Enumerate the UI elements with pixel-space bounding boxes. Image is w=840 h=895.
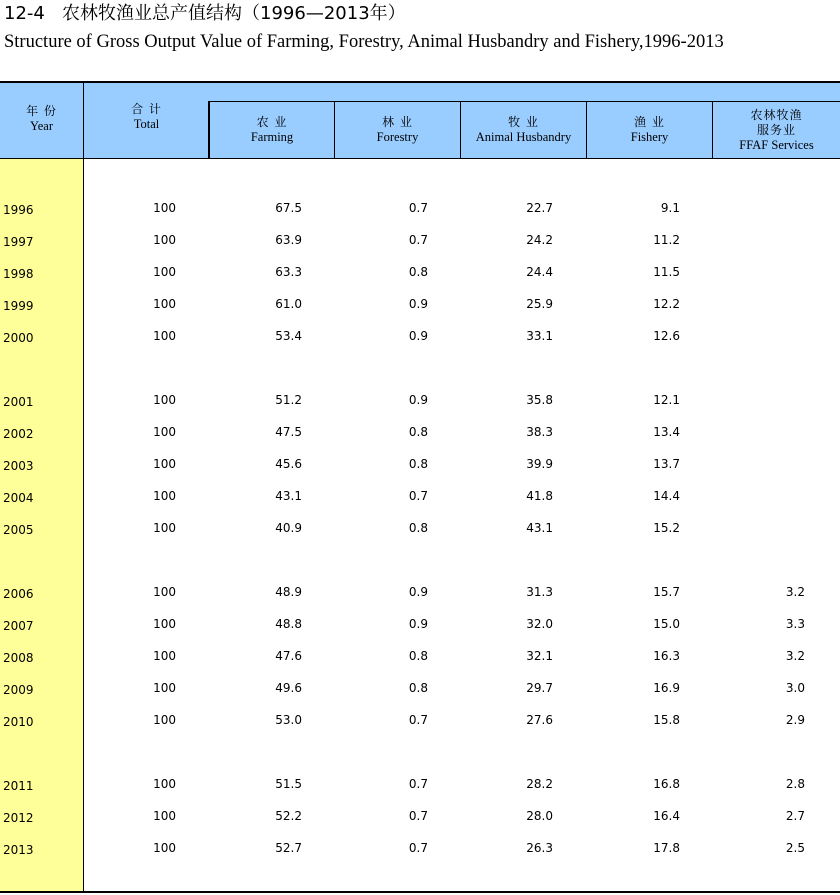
cell-fish: 16.3 <box>653 649 680 663</box>
cell-farm: 48.9 <box>275 585 302 599</box>
cell-fish: 11.5 <box>653 265 680 279</box>
table-row <box>0 678 840 698</box>
header-farming-cn: 农 业 <box>256 115 288 129</box>
cell-animal: 38.3 <box>526 425 553 439</box>
cell-total: 100 <box>153 201 176 215</box>
cell-animal: 28.2 <box>526 777 553 791</box>
cell-forest: 0.9 <box>408 297 428 311</box>
cell-fish: 16.8 <box>653 777 680 791</box>
cell-animal: 35.8 <box>526 393 553 407</box>
cell-year: 1996 <box>3 203 34 217</box>
cell-animal: 27.6 <box>526 713 553 727</box>
cell-serv: 2.7 <box>785 809 805 823</box>
cell-year: 2006 <box>3 587 34 601</box>
cell-farm: 52.2 <box>275 809 302 823</box>
cell-total: 100 <box>153 265 176 279</box>
cell-year: 2009 <box>3 683 34 697</box>
cell-total: 100 <box>153 457 176 471</box>
cell-forest: 0.7 <box>408 489 428 503</box>
cell-farm: 63.9 <box>275 233 302 247</box>
cell-forest: 0.9 <box>408 617 428 631</box>
bottom-rule <box>0 891 840 893</box>
table-number: 12-4 <box>4 3 45 24</box>
header-total-en: Total <box>133 117 160 131</box>
cell-total: 100 <box>153 617 176 631</box>
cell-fish: 12.6 <box>653 329 680 343</box>
cell-forest: 0.7 <box>408 713 428 727</box>
cell-farm: 61.0 <box>275 297 302 311</box>
cell-total: 100 <box>153 297 176 311</box>
cell-forest: 0.8 <box>408 265 428 279</box>
cell-year: 2005 <box>3 523 34 537</box>
cell-total: 100 <box>153 649 176 663</box>
cell-fish: 15.7 <box>653 585 680 599</box>
cell-total: 100 <box>153 489 176 503</box>
cell-year: 2000 <box>3 331 34 345</box>
cell-fish: 12.1 <box>653 393 680 407</box>
header-forestry-en: Forestry <box>376 130 419 144</box>
cell-total: 100 <box>153 713 176 727</box>
cell-animal: 24.2 <box>526 233 553 247</box>
cell-animal: 32.1 <box>526 649 553 663</box>
cell-year: 2001 <box>3 395 34 409</box>
table-row <box>0 294 840 314</box>
header-services-en: FFAF Services <box>739 137 814 152</box>
header-farming-en: Farming <box>250 130 294 144</box>
cell-forest: 0.7 <box>408 201 428 215</box>
cell-fish: 12.2 <box>653 297 680 311</box>
table-row <box>0 262 840 282</box>
cell-animal: 26.3 <box>526 841 553 855</box>
header-fishery-cn: 渔 业 <box>634 115 665 129</box>
cell-animal: 32.0 <box>526 617 553 631</box>
cell-year: 1997 <box>3 235 34 249</box>
cell-fish: 15.2 <box>653 521 680 535</box>
cell-animal: 41.8 <box>526 489 553 503</box>
cell-year: 1999 <box>3 299 34 313</box>
header-farming <box>209 101 335 159</box>
cell-forest: 0.8 <box>408 425 428 439</box>
table-title-cn <box>4 3 406 25</box>
cell-year: 2004 <box>3 491 34 505</box>
header-animal-en: Animal Husbandry <box>475 130 572 144</box>
cell-farm: 51.5 <box>275 777 302 791</box>
cell-fish: 14.4 <box>653 489 680 503</box>
cell-year: 2010 <box>3 715 34 729</box>
cell-farm: 63.3 <box>275 265 302 279</box>
header-animal-husbandry <box>461 101 587 159</box>
cell-animal: 33.1 <box>526 329 553 343</box>
cell-fish: 15.0 <box>653 617 680 631</box>
cell-serv: 2.5 <box>785 841 805 855</box>
cell-animal: 22.7 <box>526 201 553 215</box>
header-band <box>84 83 840 101</box>
cell-year: 2003 <box>3 459 34 473</box>
header-fishery-en: Fishery <box>630 130 669 144</box>
cell-fish: 13.7 <box>653 457 680 471</box>
table-row <box>0 806 840 826</box>
cell-forest: 0.7 <box>408 233 428 247</box>
cell-year: 2011 <box>3 779 34 793</box>
table-row <box>0 646 840 666</box>
header-forestry <box>335 101 461 159</box>
cell-farm: 45.6 <box>275 457 302 471</box>
table-row <box>0 710 840 730</box>
cell-farm: 49.6 <box>275 681 302 695</box>
cell-serv: 3.0 <box>785 681 805 695</box>
cell-fish: 16.9 <box>653 681 680 695</box>
cell-total: 100 <box>153 425 176 439</box>
cell-fish: 16.4 <box>653 809 680 823</box>
header-forestry-cn: 林 业 <box>382 115 413 129</box>
header-total-text <box>84 100 209 134</box>
header-total-cn: 合 计 <box>131 102 162 116</box>
table-row <box>0 454 840 474</box>
title-cn-text: 农林牧渔业总产值结构（1996—2013年） <box>62 3 406 24</box>
cell-total: 100 <box>153 393 176 407</box>
table-row <box>0 230 840 250</box>
table-row <box>0 614 840 634</box>
table-title-en: Structure of Gross Output Value of Farming, Forestry, Animal Husbandry and Fishery,1996-2013 <box>4 32 724 52</box>
cell-farm: 51.2 <box>275 393 302 407</box>
cell-animal: 24.4 <box>526 265 553 279</box>
cell-farm: 47.6 <box>275 649 302 663</box>
cell-serv: 2.9 <box>785 713 805 727</box>
table-row <box>0 422 840 442</box>
cell-forest: 0.7 <box>408 809 428 823</box>
cell-farm: 67.5 <box>275 201 302 215</box>
cell-fish: 13.4 <box>653 425 680 439</box>
cell-serv: 2.8 <box>785 777 805 791</box>
cell-farm: 43.1 <box>275 489 302 503</box>
cell-forest: 0.8 <box>408 457 428 471</box>
cell-animal: 31.3 <box>526 585 553 599</box>
cell-animal: 28.0 <box>526 809 553 823</box>
table-row <box>0 198 840 218</box>
table-row <box>0 390 840 410</box>
header-services-cn1: 农林牧渔 <box>750 107 803 122</box>
cell-fish: 17.8 <box>653 841 680 855</box>
table-row <box>0 326 840 346</box>
cell-farm: 53.4 <box>275 329 302 343</box>
table-row <box>0 486 840 506</box>
cell-fish: 11.2 <box>653 233 680 247</box>
cell-animal: 25.9 <box>526 297 553 311</box>
cell-forest: 0.8 <box>408 681 428 695</box>
cell-animal: 43.1 <box>526 521 553 535</box>
cell-year: 2013 <box>3 843 34 857</box>
header-ffaf-services <box>713 101 840 159</box>
cell-year: 2012 <box>3 811 34 825</box>
table-row <box>0 518 840 538</box>
cell-serv: 3.2 <box>785 649 805 663</box>
table-row <box>0 582 840 602</box>
cell-total: 100 <box>153 681 176 695</box>
cell-farm: 48.8 <box>275 617 302 631</box>
cell-total: 100 <box>153 329 176 343</box>
table-row <box>0 838 840 858</box>
cell-forest: 0.9 <box>408 393 428 407</box>
table-row <box>0 774 840 794</box>
header-year-en: Year <box>29 119 54 133</box>
cell-farm: 52.7 <box>275 841 302 855</box>
cell-total: 100 <box>153 521 176 535</box>
cell-total: 100 <box>153 585 176 599</box>
cell-farm: 53.0 <box>275 713 302 727</box>
header-fishery <box>587 101 713 159</box>
cell-serv: 3.3 <box>785 617 805 631</box>
cell-forest: 0.7 <box>408 777 428 791</box>
cell-forest: 0.7 <box>408 841 428 855</box>
header-services-cn2: 服务业 <box>756 122 796 137</box>
cell-forest: 0.8 <box>408 521 428 535</box>
cell-animal: 39.9 <box>526 457 553 471</box>
cell-serv: 3.2 <box>785 585 805 599</box>
cell-fish: 15.8 <box>653 713 680 727</box>
cell-total: 100 <box>153 809 176 823</box>
cell-farm: 40.9 <box>275 521 302 535</box>
cell-year: 2008 <box>3 651 34 665</box>
cell-total: 100 <box>153 777 176 791</box>
header-year-cn: 年 份 <box>26 104 57 118</box>
cell-total: 100 <box>153 233 176 247</box>
header-year <box>0 83 84 159</box>
header-animal-cn: 牧 业 <box>508 115 539 129</box>
cell-fish: 9.1 <box>660 201 680 215</box>
cell-forest: 0.9 <box>408 329 428 343</box>
cell-animal: 29.7 <box>526 681 553 695</box>
cell-year: 2007 <box>3 619 34 633</box>
cell-year: 1998 <box>3 267 34 281</box>
cell-farm: 47.5 <box>275 425 302 439</box>
cell-total: 100 <box>153 841 176 855</box>
cell-forest: 0.9 <box>408 585 428 599</box>
cell-year: 2002 <box>3 427 34 441</box>
cell-forest: 0.8 <box>408 649 428 663</box>
